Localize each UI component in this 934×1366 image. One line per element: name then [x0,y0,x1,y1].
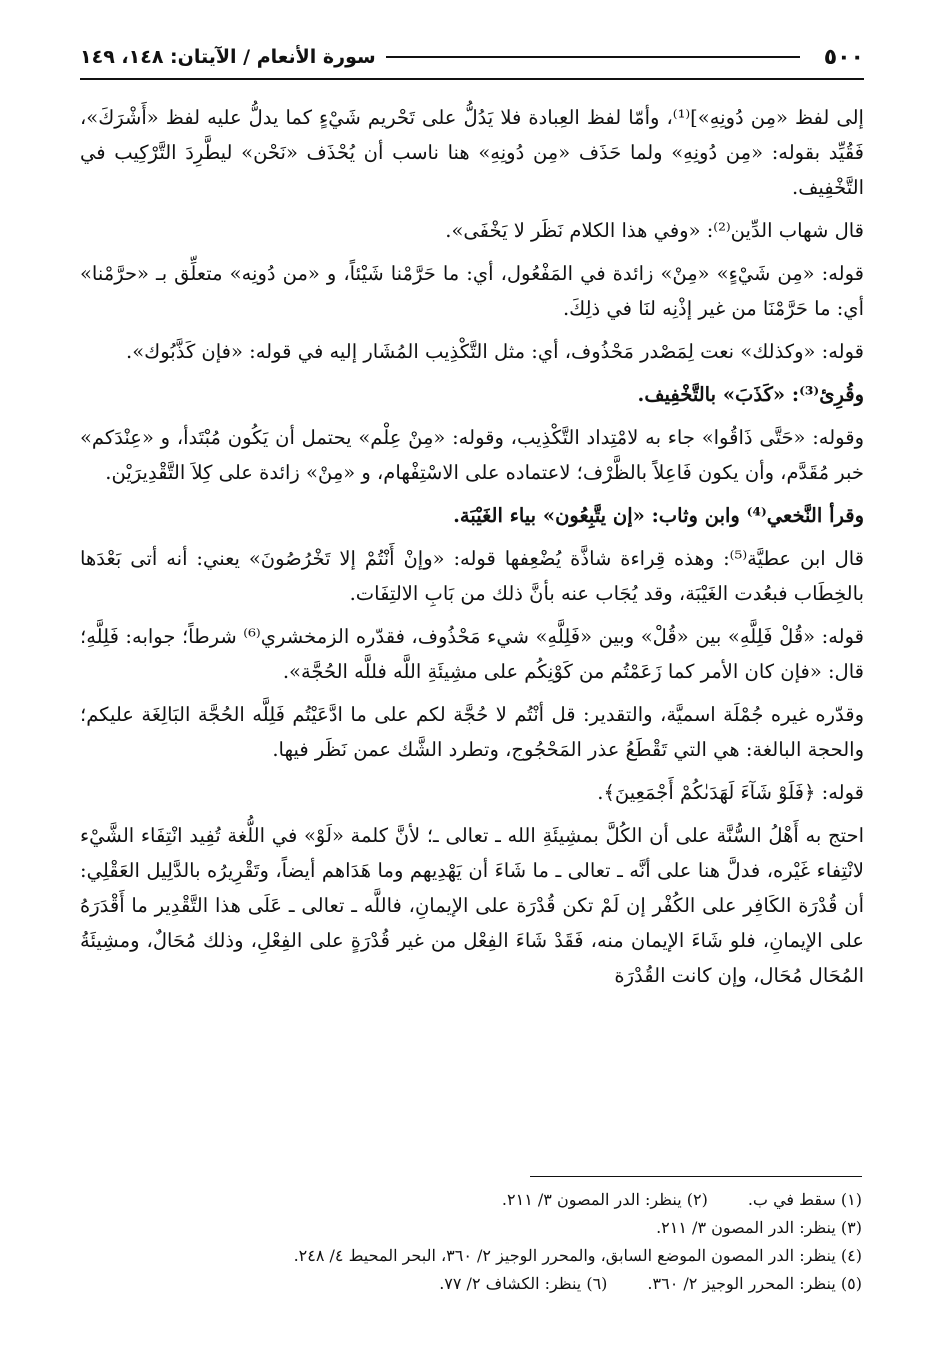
running-title: سورة الأنعام / الآيتان: ١٤٨، ١٤٩ [80,46,376,68]
paragraph: قوله: «قُلْ فَلِلَّهِ» بين «قُلْ» وبين «فَلِلَّهِ» شيء مَحْذُوف، فقدّره الزمخشري⁽⁶⁾ شرطاً؛ جوابه: فَلِلَّهِ؛ قال: «فإن كان الأمر كما زَعَمْتُم من كَوْنِكُم على مشِيئَةِ اللَّه فللَّه الحُجَّة». [80,625,865,683]
paragraph: قوله: «وكذلك» نعت لِمَصْدر مَحْذُوف، أي: مثل التَّكْذِيب المُشَار إليه في قوله: «فإن كَذَّبُوك». [126,340,864,363]
page-header [80,40,864,80]
paragraph: وقوله: «حَتَّى ذَاقُوا» جاء به لامْتِداد التَّكْذِيب، وقوله: «مِنْ عِلْم» يحتمل أن يَكُون مُبْتَدأ، و «عِنْدَكم» خبر مُقَدَّم، وأن يكون فَاعِلاً بالظَّرْف؛ لاعتماده على الاسْتِفْهام، و «مِنْ» زائدة على كِلاَ التَّقْدِيرَيْن. [80,426,864,484]
page-number: ٥٠٠ [823,44,864,70]
header-rule [386,56,800,58]
footnote-row [82,1186,862,1214]
paragraph: وقُرِئ⁽³⁾: «كَذَبَ» بالتَّخْفِيف. [637,383,864,406]
paragraph: قوله: «مِن شَيْءٍ» «مِنْ» زائدة في المَفْعُول، أي: ما حَرَّمْنا شَيْئاً، و «من دُونِه» متعلِّق بـ «حرَّمْنا» أي: ما حَرَّمْنَا من غير إذْنِه لنَا في ذلِكَ. [80,262,864,320]
footnote: (٣) ينظر: الدر المصون ٣/ ٢١١. [656,1218,862,1237]
paragraph: قال شهاب الدِّين⁽²⁾: «وفي هذا الكلام نَظَر لا يَخْفَى». [445,219,864,242]
footnote-separator [530,1176,862,1177]
paragraph: احتج به أَهْلُ السُّنَّة على أن الكُلَّ بمشِيئَةِ الله ـ تعالى ـ؛ لأنَّ كلمة «لَوْ» في اللُّغة تُفِيد انْتِفَاء الشَّيْء لانْتِفاء غَيْره، فدلَّ هنا على أنَّه ـ تعالى ـ ما شَاءَ أن يَهْدِيهم وما هَدَاهم أيضاً، وتَقْرِيرُه بالدَّلِيل العَقْلِي: أن قُدْرَة الكَافِر على الكُفْر إن لَمْ تكن قُدْرَة على الإيمانِ، فاللَّه ـ تعالى ـ عَلَى هذا التَّقْدِير ما أَقْدَرَهُ على الإيمانِ، فلو شَاءَ الإيمان منه، فَقَدْ شَاءَ الفِعْل من غير قُدْرَةٍ على الفِعْلِ، وذلك مُحَالٌ، ومشِيئَةُ المُحَال مُحَال، وإن كانت القُدْرَة [80,824,864,987]
paragraph: إلى لفظ «مِن دُونِهِ»]⁽¹⁾، وأمّا لفظ العِبادة فلا يَدُلُّ على تَحْريم شَيْءٍ كما يدلُّ عليه لفظ «أَشْرَكَ»، فَقُيِّد بقوله: «مِن دُونِهِ» ولما حَذَف «مِن دُونِهِ» هنا ناسب أن يُحْذَف «نَحْن» ليطَّرِدَ التَّرْكِيب في التَّخْفِيف. [80,106,864,199]
footnote: (٤) ينظر: الدر المصون الموضع السابق، والمحرر الوجيز ٢/ ٣٦٠، البحر المحيط ٤/ ٢٤٨. [293,1246,862,1265]
footnote: (٥) ينظر: المحرر الوجيز ٢/ ٣٦٠. [647,1274,862,1293]
footnotes [82,1186,862,1298]
paragraph: وقدّره غيره جُمْلَة اسميَّة، والتقدير: قل أنْتُم لا حُجَّة لكم على ما ادَّعَيْتُم فَلِلَّه الحُجَّة البَالِغَة عليكم؛ والحجة البالغة: هي التي تَقْطَعُ عذر المَحْجُوج، وتطرد الشَّك عمن نَظَر فيها. [80,703,864,761]
paragraph: وقرأ النَّخعي⁽⁴⁾ وابن وثاب: «إن يتَّبِعُون» بياء الغَيْبَة. [453,504,864,527]
footnote: (٢) ينظر: الدر المصون ٣/ ٢١١. [501,1190,708,1209]
footnote: (١) سقط في ب. [747,1190,862,1209]
paragraph: قال ابن عطيَّة⁽⁵⁾: وهذه قِراءة شاذَّة يُضْعِفها قوله: «وإنْ أَنْتُمْ إلا تَخْرُصُونَ» يعني: أنه أتى بَعْدَها بالخِطَاب فبعُدت الغَيْبَة، وقد يُجَاب عنه بأنَّ ذلك من بَابِ الالتِفَات. [80,547,865,605]
footnote-row [82,1270,862,1298]
main-text [80,100,864,993]
paragraph: قوله: ﴿فَلَوْ شَآءَ لَهَدَىٰكُمْ أَجْمَعِينَ﴾. [597,781,864,804]
footnote: (٦) ينظر: الكشاف ٢/ ٧٧. [439,1274,608,1293]
footnote-row [82,1242,862,1270]
footnote-row [82,1214,862,1242]
